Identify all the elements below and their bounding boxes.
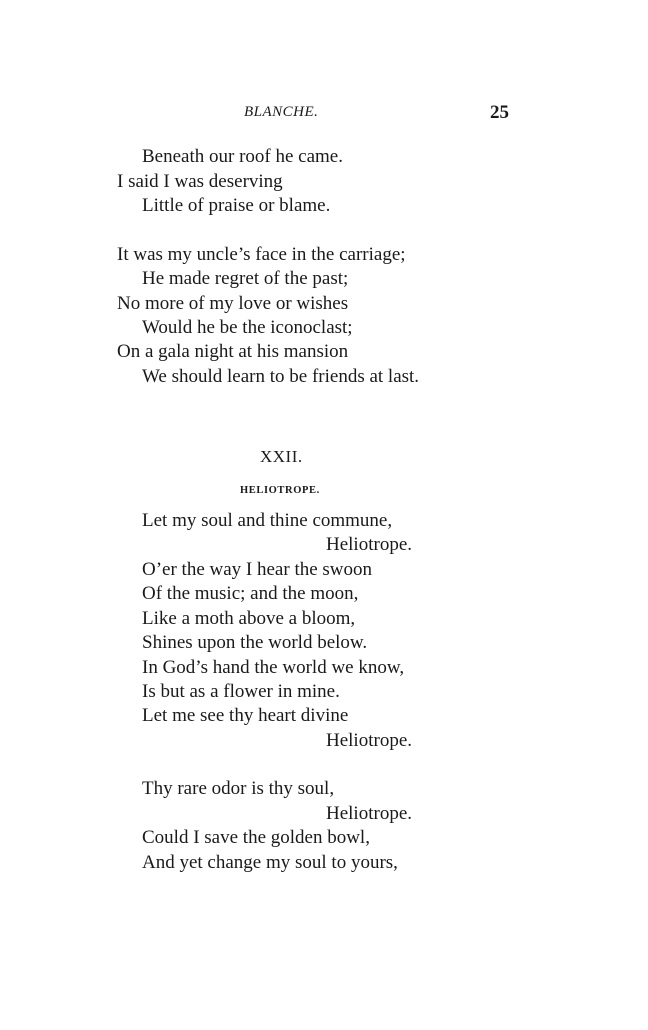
verse-line: Thy rare odor is thy soul, bbox=[142, 778, 335, 799]
refrain-line: Heliotrope. bbox=[326, 534, 413, 555]
verse-line: O’er the way I hear the swoon bbox=[142, 559, 373, 580]
verse-line: Could I save the golden bowl, bbox=[142, 827, 370, 848]
verse-line: Like a moth above a bloom, bbox=[142, 608, 356, 629]
verse-line: Shines upon the world below. bbox=[142, 632, 368, 653]
refrain-line: Heliotrope. bbox=[326, 730, 413, 751]
refrain-line: Heliotrope. bbox=[326, 803, 413, 824]
verse-line: On a gala night at his mansion bbox=[117, 341, 349, 362]
verse-line: Beneath our roof he came. bbox=[142, 146, 343, 167]
verse-line: No more of my love or wishes bbox=[117, 293, 349, 314]
section-number: XXII. bbox=[260, 447, 303, 466]
verse-line: He made regret of the past; bbox=[142, 268, 349, 289]
verse-line: And yet change my soul to yours, bbox=[142, 852, 398, 873]
verse-line: We should learn to be friends at last. bbox=[142, 366, 420, 387]
verse-line: Let me see thy heart divine bbox=[142, 705, 349, 726]
verse-line: It was my uncle’s face in the carriage; bbox=[117, 244, 406, 265]
verse-line: Of the music; and the moon, bbox=[142, 583, 359, 604]
verse-line: Little of praise or blame. bbox=[142, 195, 331, 216]
running-title: BLANCHE. bbox=[244, 104, 319, 120]
verse-line: In God’s hand the world we know, bbox=[142, 657, 405, 678]
poem-title: HELIOTROPE. bbox=[240, 485, 320, 496]
verse-line: I said I was deserving bbox=[117, 171, 283, 192]
verse-line: Is but as a flower in mine. bbox=[142, 681, 340, 702]
page-number: 25 bbox=[490, 102, 509, 123]
verse-line: Would he be the iconoclast; bbox=[142, 317, 353, 338]
verse-line: Let my soul and thine commune, bbox=[142, 510, 393, 531]
